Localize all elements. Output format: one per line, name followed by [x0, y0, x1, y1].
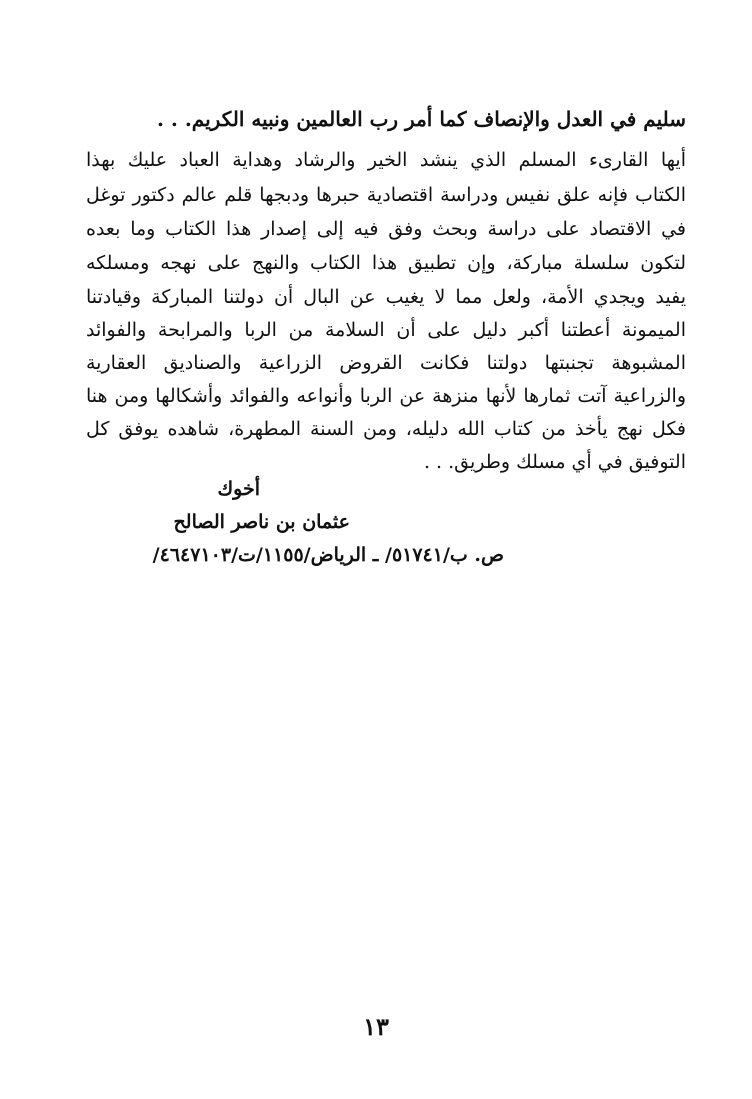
paragraph-line: في الاقتصاد على دراسة وبحث وفق فيه إلى إصدار هذا الكتاب وما بعده	[86, 218, 686, 240]
paragraph-line: الميمونة أعطتنا أكبر دليل على أن السلامة من الربا والمرابحة والفوائد	[86, 319, 686, 341]
paragraph-line: فكل نهج يأخذ من كتاب الله دليله، ومن السنة المطهرة، شاهده يوفق كل	[86, 418, 686, 440]
author-address: ص. ب/٥١٧٤١/ ـ الرياض/١١٥٥/ت/٤٦٤٧١٠٣/	[152, 544, 504, 566]
paragraph-line: أيها القارىء المسلم الذي ينشد الخير والرشاد وهداية العباد عليك بهذا	[86, 149, 686, 171]
paragraph-line: الكتاب فإنه علق نفيس ودراسة اقتصادية حبرها ودبجها قلم عالم دكتور توغل	[86, 184, 686, 206]
author-name: عثمان بن ناصر الصالح	[173, 511, 350, 533]
page-number: ١٣	[363, 1012, 389, 1041]
signoff-greeting: أخوك	[217, 478, 260, 500]
paragraph-line: سليم في العدل والإنصاف كما أمر رب العالمين ونبيه الكريم. . .	[156, 107, 686, 131]
paragraph-line: المشبوهة تجنبتها دولتنا فكانت القروض الزراعية والصناديق العقارية	[86, 352, 686, 374]
paragraph-line: لتكون سلسلة مباركة، وإن تطبيق هذا الكتاب والنهج على نهجه ومسلكه	[86, 252, 686, 274]
paragraph-line: والزراعية آتت ثمارها لأنها منزهة عن الربا وأنواعه والفوائد وأشكالها ومن هنا	[86, 385, 686, 407]
paragraph-line: يفيد ويجدي الأمة، ولعل مما لا يغيب عن البال أن دولتنا المباركة وقيادتنا	[86, 286, 686, 308]
paragraph-line: التوفيق في أي مسلك وطريق. . .	[423, 451, 686, 473]
